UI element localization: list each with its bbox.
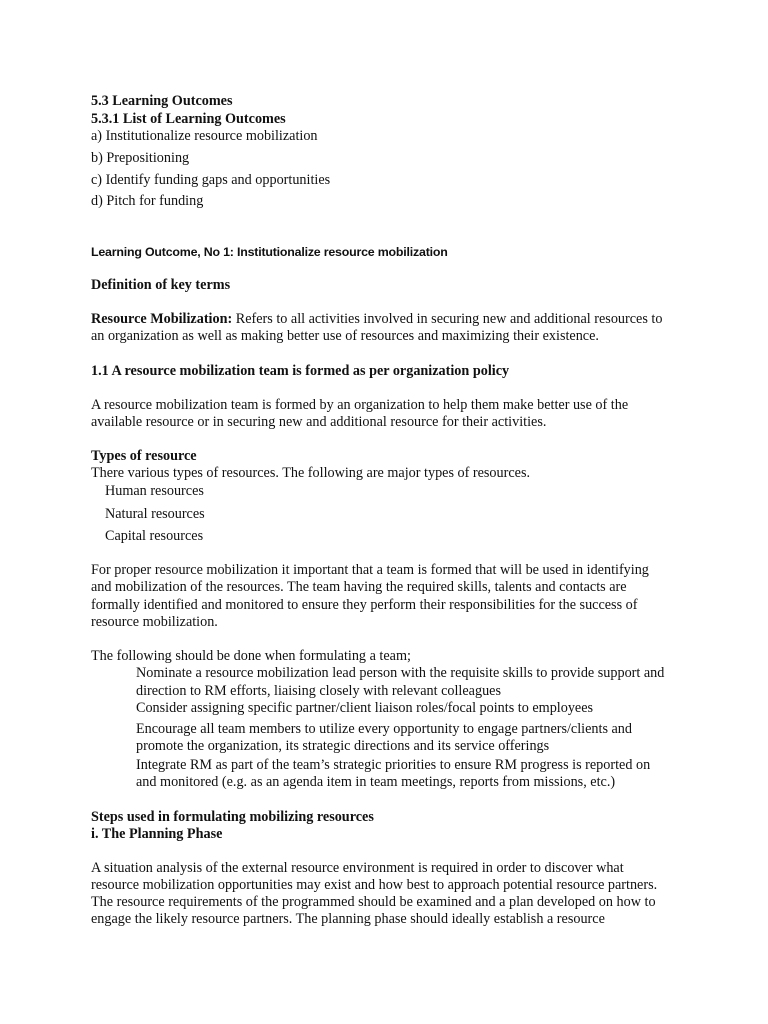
section-heading: 5.3 Learning Outcomes <box>91 93 233 109</box>
resource-type-item: Capital resources <box>105 528 204 544</box>
team-item-continuation: promote the organization, its strategic directions and its service offerings <box>136 738 550 754</box>
outcome-item: c) Identify funding gaps and opportunities <box>91 172 331 188</box>
paragraph-line: resource mobilization. <box>91 614 218 630</box>
outcome-item: d) Pitch for funding <box>91 193 204 209</box>
paragraph-line: For proper resource mobilization it important that a team is formed that will be used in identifying <box>91 562 649 578</box>
paragraph-line: available resource or in securing new and additional resource for their activities. <box>91 414 547 430</box>
definition-line <box>91 311 681 328</box>
team-item-continuation: direction to RM efforts, liaising closely with relevant colleagues <box>136 683 501 699</box>
resource-type-item: Natural resources <box>105 506 205 522</box>
types-heading: Types of resource <box>91 448 197 464</box>
learning-outcome-title: Learning Outcome, No 1: Institutionalize resource mobilization <box>91 245 448 259</box>
team-item-continuation: and monitored (e.g. as an agenda item in team meetings, reports from missions, etc.) <box>136 774 616 790</box>
planning-phase-heading: i. The Planning Phase <box>91 826 223 842</box>
paragraph-line: A situation analysis of the external resource environment is required in order to discover what <box>91 860 624 876</box>
outcome-item: b) Prepositioning <box>91 150 190 166</box>
types-intro: There various types of resources. The following are major types of resources. <box>91 465 531 481</box>
paragraph-line: A resource mobilization team is formed by an organization to help them make better use of the <box>91 397 629 413</box>
team-item: Encourage all team members to utilize every opportunity to engage partners/clients and <box>136 721 632 737</box>
resource-type-item: Human resources <box>105 483 204 499</box>
definitions-heading: Definition of key terms <box>91 277 231 293</box>
paragraph-line: formally identified and monitored to ensure they perform their responsibilities for the success of <box>91 597 638 613</box>
steps-heading: Steps used in formulating mobilizing resources <box>91 809 374 825</box>
team-item: Nominate a resource mobilization lead person with the requisite skills to provide support and <box>136 665 665 681</box>
team-intro: The following should be done when formulating a team; <box>91 648 411 664</box>
team-item: Integrate RM as part of the team’s strategic priorities to ensure RM progress is reported on <box>136 757 651 773</box>
definition-term: Resource Mobilization: <box>91 311 233 327</box>
paragraph-line: engage the likely resource partners. The planning phase should ideally establish a resource <box>91 911 605 927</box>
section-1-1-heading: 1.1 A resource mobilization team is formed as per organization policy <box>91 363 510 379</box>
paragraph-line: The resource requirements of the programmed should be examined and a plan developed on how to <box>91 894 656 910</box>
subsection-heading: 5.3.1 List of Learning Outcomes <box>91 111 286 127</box>
definition-line: an organization as well as making better use of resources and maximizing their existence. <box>91 328 599 344</box>
paragraph-line: resource mobilization opportunities may exist and how best to approach potential resource partners. <box>91 877 658 893</box>
definition-text: Refers to all activities involved in securing new and additional resources to <box>232 311 663 327</box>
team-item: Consider assigning specific partner/client liaison roles/focal points to employees <box>136 700 594 716</box>
paragraph-line: and mobilization of the resources. The team having the required skills, talents and contacts are <box>91 579 627 595</box>
outcome-item: a) Institutionalize resource mobilization <box>91 128 318 144</box>
